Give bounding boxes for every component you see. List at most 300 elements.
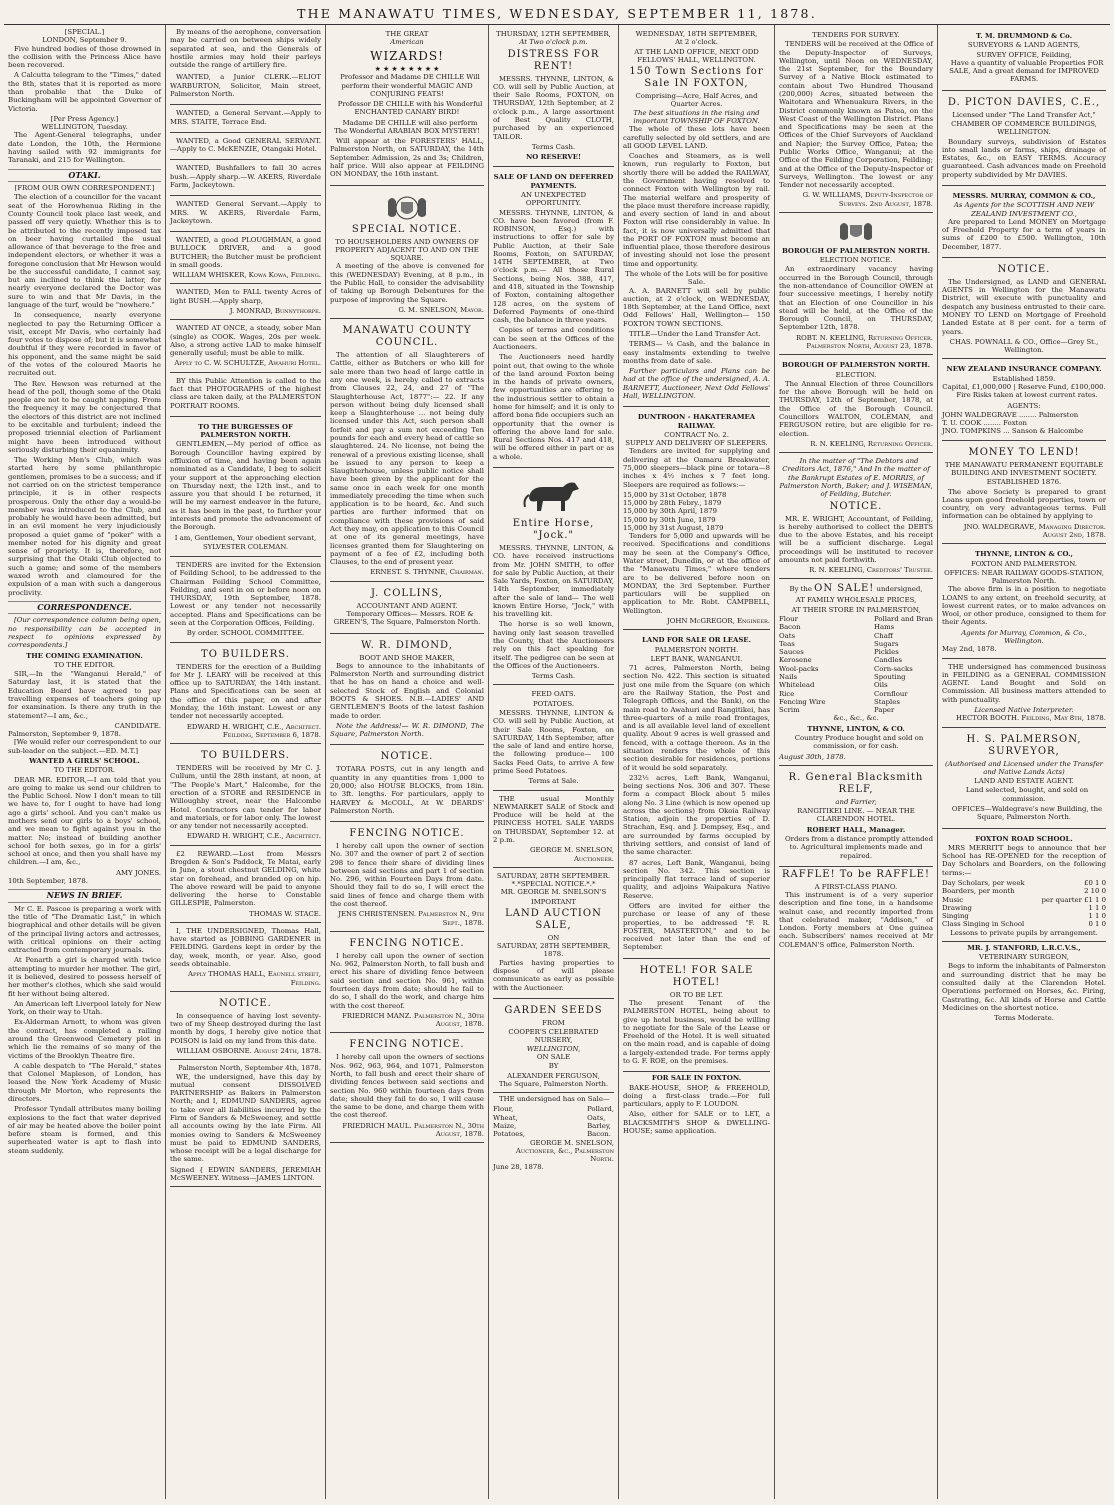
fee-row — [942, 912, 1106, 920]
ad-heading: *.*SPECIAL NOTICE.*.* — [511, 880, 596, 889]
picton-davies-ad — [942, 93, 1106, 186]
oats-ad — [493, 687, 614, 790]
ad-heading: ON SALE! — [814, 583, 875, 595]
ad-text: 87 acres, Left Bank, Wanganui, being section No. 342. This section is principally flat terrace land of superior quality, and adjoins Waipakura Native Reserve. — [623, 858, 770, 900]
classified-ad — [170, 1062, 321, 1187]
ad-text: TITLE—Under the Land Transfer Act. — [629, 330, 761, 338]
ad-subheading: VETERINARY SURGEON, — [979, 953, 1069, 962]
ad-text: GENTLEMEN,—My period of office as Borough Councillor having expired by effluxion of time, and having been again nominated as a Candidate, I beg to solicit your support at the approaching election on Thursday next, the 12th inst., and to assure you that should I be returned, it will be my earnest endeavor in the future, as it has been in the past, to further your interests and promote the advancement of the Borough. — [170, 440, 321, 532]
ad-heading: FOR SALE IN FOXTON. — [651, 1074, 742, 1083]
ad-text: WANTED, Men to FALL twenty Acres of light BUSH.—Apply sharp, — [170, 288, 321, 305]
totara-notice-ad — [330, 747, 484, 822]
ad-date: June 28, 1878. — [493, 1163, 544, 1172]
ad-signature: THOMAS W. STACE. — [249, 909, 321, 918]
ad-subheading: A FIRST-CLASS PIANO. — [814, 882, 898, 891]
thynne-linton-ad — [942, 546, 1106, 658]
ad-text: WANTED General Servant.—Apply to MRS. W. AKERS, Riverdale Farm, Jackeytown. — [170, 200, 321, 225]
news-paragraph: The Rev. Hewson was returned at the head of the poll, though some of the Otaki people are not to be caught napping. From the frequency it may be conjectured that the electors of this district are not inclined to be excitable and turbulent; indeed the proposed triennial election of Parliament might have been introduced without seriously disturbing their equanimity. — [8, 379, 161, 454]
ad-text: Temporary Offices— Messrs. ROE & GREEN'S, The Square, Palmerston North. — [333, 610, 481, 627]
ad-signature: R. N. KEELING, Creditors' Trustee. — [809, 566, 933, 575]
ad-text: WANTED, Bushfallers to fall 30 acres bush.—Apply sharp.—W. AKERS, Riverdale Farm, Jackeytown. — [170, 164, 321, 189]
ad-text: 232½ acres, Left Bank, Wanganui, being sections Nos. 306 and 307. These form a compact Block about 5 miles along No. 3 Line (which is now opened up across the sections) from Okoia Railway Station, adjoin the properties of D. Strachan, Esq. and J. Dempsey, Esq., and are surrounded by farms occupied by thriving settlers, and consist of land of the same character. — [623, 773, 770, 857]
news-paragraph: In consequence, nearly everyone neglected to pay the Returning Officer a visit, except Mr Davis, who certainly had four votes to dispose of; but it is somewhat doubtful if they were recorded in favor of his opponent, and the same might be said of the votes of the coloured Maoris he recruited out. — [8, 311, 161, 378]
ad-subheading: AT THEIR STORE IN PALMERSTON, — [791, 605, 921, 614]
letter-body: SIR,—In the "Wanganui Herald," of Saturday last, it is stated that the Education Board have agreed to pay travelling expenses of teachers going up for examination. Is there any truth in the statement?—I am, &c., — [8, 670, 161, 720]
news-paragraph: By means of the aerophone, conversation may be carried on between ships widely separated at sea, and the Generals of hostile armies may hold their parleys outside the range of artillery fire. — [170, 28, 321, 70]
ad-signature: R. N. KEELING, Returning Officer. — [810, 439, 933, 448]
agent-row: T. U. COOK ........ Foxton — [942, 419, 1027, 428]
ad-subheading: ELECTION NOTICE. — [819, 256, 893, 265]
ad-heading: NOTICE. — [380, 751, 434, 763]
ad-heading: DISTRESS FOR RENT! — [507, 48, 600, 72]
ad-heading: POTATOES. — [532, 699, 575, 708]
ad-text: I hereby call upon the owners of sections Nos. 962, 963, 964, and 1071, Palmerston North, to fall bush and erect their share of dividing fences between said sections and section No. 960 within fourteen days from date; should they fail to do so, I will cause the same to be done, and charge them with the cost thereof. — [330, 1053, 484, 1120]
newmarket-sale-ad — [493, 793, 614, 868]
goods-item: Bacon — [779, 623, 801, 632]
ad-subheading: RANGITIKEI LINE. — NEAR THE CLARENDON HOTEL. — [797, 807, 915, 824]
ad-time: At 2 o'clock. — [675, 38, 718, 47]
sleeper-schedule-row: 15,000 by 31st August, 1879 — [623, 523, 724, 532]
ad-heading: D. PICTON DAVIES, C.E., — [947, 96, 1101, 108]
ad-text: Boundary surveys, subdivision of Estates into small lands or farms, ships, drainage of Estates, &c., on EASY TERMS. Accuracy guaranteed. Cash advances made on Freehold property subdivided by Mr DAVIES. — [942, 137, 1106, 179]
fee-cell: Class Singing in School — [942, 920, 1025, 929]
ad-heading: DUNTROON - HAKATERAMEA RAILWAY. — [637, 413, 756, 430]
ad-text: TENDERS are invited for the Extension of Feilding School, to be addressed to the Chairman Feilding School Committee, Feilding, and sent in on or before noon on THURSDAY, 19th September, 1878. Lowest or any tender not necessarily accepted. Plans and Specifications can be seen at the Corporation Offices, Feilding. — [170, 561, 321, 628]
fee-cell: 2 10 0 — [1084, 887, 1106, 896]
ad-text: Country Produce bought and sold on commission, or for cash. — [794, 733, 924, 751]
blacksmith-ad — [779, 768, 933, 867]
ad-text: Coaches and Steamers, as is well known, run regularly to Foxton, but shortly there will be added the RAILWAY, the Government having resolved to connect Foxton with Wellington by rail. The material welfare and prosperity of the place must therefore increase rapidly, and every section of land in and about Foxton will rise considerably in value. In fact, it is now universally admitted that the PORT OF FOXTON must become an influential place, those therefore desirous of investing should not lose the present time and opportunity. — [623, 152, 770, 268]
coat-of-arms-icon — [382, 193, 432, 221]
ad-heading: BOROUGH OF PALMERSTON NORTH. — [781, 361, 930, 370]
ad-heading: SPECIAL NOTICE. — [351, 223, 463, 235]
column-3 — [326, 25, 489, 1499]
ad-heading: NOTICE. — [997, 263, 1051, 275]
ad-text: A. A. BARNETT will sell by public auction, at 2 o'clock, on WEDNESDAY, 18th September, at the Land Office, next Odd Fellows' Hall, Wellington— 150 FOXTON TOWN SECTIONS. — [623, 286, 770, 328]
fee-row — [942, 896, 1106, 904]
section-heading: NEWS IN BRIEF. — [8, 889, 161, 903]
star-row-icon: ★ ★ ★ ★ ★ ★ ★ ★ — [374, 64, 440, 73]
ad-text: By the — [789, 585, 812, 594]
ad-subheading: ELECTION. — [835, 370, 877, 379]
fee-cell: per quarter £1 1 0 — [1041, 895, 1106, 904]
ad-subheading: BOOT AND SHOE MAKER, — [359, 653, 455, 662]
ad-text: Have a quantity of valuable Properties FOR SALE, And a great demand for IMPROVED FARMS. — [949, 58, 1104, 84]
ad-text: Land selected, bought, and sold on commission. — [965, 786, 1089, 803]
classified-ad — [170, 322, 321, 372]
ad-text: MESSRS. THYNNE, LINTON, & CO. have received instructions from Mr. JOHN SMITH, to offer for sale by Public Auction, at their Sale Yards, Foxton, on SATURDAY, 14th September, immediately after the sale of land— The well known Entire Horse, "Jock," with his travelling kit. — [493, 543, 614, 619]
sleeper-schedule — [623, 491, 770, 532]
ad-text: Begs to announce to the inhabitants of Palmerston North and surrounding district that he has on hand a choice and well-selected Stock of English and Colonial BOOTS & SHOES. N.B.—LADIES' AND GENTLEMEN'S Boots of the latest fashion made to order. — [330, 661, 484, 720]
agents-list — [942, 411, 1106, 436]
ad-text: Offers are invited for either the purchase or lease of any of these properties, to be addressed "F. R. FOSTER, MASTERTON," and to be received not later than the end of September. — [623, 902, 770, 952]
editor-note: [Our correspondence column being open, no responsibility can be accepted in respect to opinions expressed by correspondents.] — [8, 616, 161, 650]
ad-text: ON — [547, 933, 560, 942]
hotel-sale-ad — [623, 961, 770, 1073]
news-paragraph: A cable despatch to "The Herald," states that Colonel Mapleson, of London, has leased the New York Academy of Music through Mr Morton, who represents the directors. — [8, 1061, 161, 1103]
ad-text: Tenders are invited for supplying and delivering at the Oamaru Breakwater, 75,000 sleepers—black pine or totara—8 inches x 4½ inches x 7 feet long. Sleepers are required as follows:— — [623, 447, 770, 489]
ad-subheading: TO HOUSEHOLDERS AND OWNERS OF PROPERTY ADJACENT TO AND ON THE SQUARE. — [335, 237, 479, 263]
fencing-notice-ad — [330, 824, 484, 932]
ad-signature: CHAS. POWNALL & CO., Office—Grey St., Wellington. — [949, 337, 1099, 355]
sleeper-schedule-row: 15,000 by 30th June, 1879 — [623, 515, 716, 524]
produce-item: Flour, — [493, 1105, 514, 1114]
ad-text: Licensed Native Interpreter. — [974, 706, 1074, 714]
ad-text: Agents for Murray, Common, & Co., Wellington. — [961, 628, 1087, 646]
foxton-sale-ad — [623, 1074, 770, 1135]
ad-heading: FENCING NOTICE. — [349, 1039, 465, 1051]
news-paragraph: Professor Tyndall attributes many boiling explosions to the fact that water deprived of air may be heated above the boiler point before steam is formed, and this superheated water is apt to flash into steam suddenly. — [8, 1105, 161, 1155]
fee-row — [942, 887, 1106, 895]
news-paragraph: The election of a councillor for the vacant seat of the Horowhenua Riding in the County Council took place last week, and passed off very quietly. Whether this is to be attributed to the recently imposed tax on beer having curtailed the usual allowance of that beverage to the free and independent electors, or whether it was a foregone conclusion that Mr Hewson would be the successful candidate, I cannot say, but am inclined to think the latter, for nearly everyone declared the Doctor was sure to win and that Mr Davis, in the language of the turf, would be "nowhere." — [8, 193, 162, 310]
ad-subheading: American — [390, 38, 424, 47]
ad-text: WE, the undersigned, have this day by mutual consent DISSOLVED PARTNERSHIP as Bakers in Palmerston North; and I, EDMUND SANDERS, agree to take over all liabilities incurred by the Firm of Sanders & McSweeney, and settle all accounts owing by the late Firm. All monies owing to Sanders & McSweeney must be paid to EDMUND SANDERS, whose receipt will be a legal discharge for the same. — [170, 1072, 321, 1164]
ad-heading: R. General Blacksmith RELF, — [788, 771, 924, 795]
annual-election-ad — [779, 357, 933, 453]
fees-table — [942, 879, 1106, 929]
goods-item: Scrim — [779, 706, 800, 715]
goods-item: Pollard and Bran — [874, 615, 933, 624]
ad-subheading: OR TO BE LET. — [669, 990, 724, 999]
ad-signature: THYNNE, LINTON, & CO. — [807, 724, 905, 733]
county-council-ad — [330, 321, 484, 582]
goods-list-right — [874, 615, 933, 714]
ad-heading: MESSRS. MURRAY, COMMON & CO., — [952, 191, 1096, 200]
ad-date: THURSDAY, 12TH SEPTEMBER, — [496, 30, 611, 38]
ad-heading: W. R. DIMOND, — [361, 639, 453, 651]
ad-text: The Undersigned, as LAND and GENERAL AGENTS in Wellington for the Manawatu District, will execute with punctuality and despatch any business entrusted to their care. MONEY TO LEND on Mortgage of Freehold Landed Estate at 8 per cent. for a term of years. — [942, 277, 1106, 336]
letter-signature: CANDIDATE. — [114, 721, 161, 730]
goods-item: Kerosene — [779, 656, 812, 665]
debtors-notice-ad — [779, 455, 933, 579]
news-paragraph: At Penarth a girl is charged with twice attempting to murder her mother. The girl, it is believed, desired to possess herself of her mother's clothes, which she said would fit her without being altered. — [8, 956, 161, 998]
ad-subheading: SURVEY OFFICE, Feilding, — [976, 50, 1072, 59]
ad-text: THE usual Monthly NEWMARKET SALE of Stock and Produce will be held at the PRINCESS HOTEL SALE YARDS on THURSDAY, September 12. at 2 p.m. — [493, 794, 614, 844]
ad-heading: T. M. DRUMMOND & Co. — [975, 32, 1073, 40]
ad-signature: GEORGE M. SNELSON, Auctioneer, &c., Palmerston North. — [515, 1138, 614, 1164]
produce-item: Potatoes, — [493, 1130, 526, 1139]
ad-terms: Terms at Sale. — [528, 777, 579, 786]
ad-date: May 2nd, 1878. — [942, 645, 997, 654]
ad-subheading: THE MANAWATU PERMANENT EQUITABLE BUILDING AND INVESTMENT SOCIETY. — [944, 460, 1104, 477]
section-heading: CORRESPONDENCE. — [8, 601, 161, 615]
produce-item: Pollard, — [587, 1105, 614, 1114]
on-sale-ad — [779, 581, 933, 765]
classified-ad — [170, 925, 321, 992]
ad-heading: SALE OF LAND ON DEFERRED PAYMENTS. — [493, 173, 614, 190]
ad-address: The Square, Palmerston North. — [498, 1079, 609, 1088]
ad-signature: ROBERT HALL, Manager. — [806, 825, 906, 834]
ad-heading: FEED OATS. — [531, 690, 576, 699]
ad-text: A meeting of the above is convened for this (WEDNESDAY) Evening, at 8 p.m., in the Public Hall, to consider the advisability of taking up Borough Debentures for the purpose of improving the Square. — [330, 262, 484, 304]
produce-item: Maize, — [493, 1121, 517, 1130]
ad-subheading: and Farrier, — [835, 797, 877, 806]
goods-item: Corn-sacks — [874, 664, 913, 673]
news-paragraph: Five hundred bodies of those drowned in the collision with the Princess Alice have been recovered. — [8, 44, 161, 70]
fee-cell: Drawing — [942, 903, 972, 912]
booth-ad — [942, 661, 1106, 728]
horse-ad — [493, 470, 614, 686]
ad-text: MR. E. WRIGHT, Accountant, of Feilding, is hereby authorised to collect the DEBTS due to the above Estates, and his receipt will be a sufficient discharge. Legal proceedings will be instituted to recover amounts not paid forthwith. — [779, 514, 933, 564]
ad-text: The above Society is prepared to grant Loans upon good freehold properties, town or country, on very advantageous terms. Full information can be obtained by applying to — [942, 487, 1106, 521]
auction-ad — [493, 28, 614, 167]
ad-signature: ROBT. N. KEELING, Returning Officer. Palmerston North, August 23, 1878. — [795, 333, 933, 350]
goods-item: Flour — [779, 615, 798, 624]
ad-subheading: PALMERSTON NORTH. — [654, 645, 739, 654]
classified-ad — [170, 645, 321, 745]
sleeper-schedule-row: 15,000 by 28th Febry., 1879 — [623, 499, 722, 508]
columns — [4, 25, 1110, 1499]
ad-subheading: As Agents for the SCOTTISH AND NEW ZEALAND INVESTMENT CO., — [953, 201, 1095, 218]
ad-text: TENDERS will be received at the Office of the Deputy-Inspector of Surveys, Wellington, until Noon on WEDNESDAY, the 21st September, for the Boundary Survey of a Native Block estimated to contain about Two Hundred Thousand (200,000) Acres, situated between the Waitotara and Whenuakura Rivers, in the District commonly known as Patea, on the West Coast of the Wellington District. Plans and Specifications may be seen at the Offices of the Chief Surveyors of Auckland and Napier; the Survey Office, Patea; the Public Works Office, Wanganui; at the Office of the Feilding Corporation, Feilding; and at the Office of the Deputy-Inspector of Surveys, Wellington. The lowest or any Tender not necessarily accepted. — [779, 40, 933, 190]
ad-heading: NOTICE. — [829, 500, 883, 512]
fee-cell: £0 1 0 — [1084, 878, 1106, 887]
ad-text: 71 acres, Palmerston North, being section No. 422. This section is situated just one mile from the Square (on which are the Railway Station, the Post and Telegraph Offices, and the Bank), on the main road to Awahuri and Rangitikei, has three-quarters of a mile road frontages, and is all available level land of excellent quality. About 9 acres is well grassed and fenced, with a cottage thereon. As in the situation renders the whole of this section desirable for residences, portions of it would be sold separately. — [623, 664, 770, 772]
ad-heading: THYNNE, LINTON & CO., — [975, 550, 1073, 559]
ad-signature: WILLIAM OSBORNE. August 24th, 1878. — [176, 1047, 321, 1055]
ad-date: Palmerston North, September 4th, 1878. — [178, 1064, 321, 1073]
ad-subheading: OFFICES: NEAR RAILWAY GOODS-STATION, Palmerston North. — [944, 568, 1104, 586]
ad-heading: J. COLLINS, — [370, 587, 444, 599]
foxton-sections-ad — [623, 28, 770, 407]
wizards-ad — [330, 28, 484, 186]
goods-item: Candles — [874, 656, 903, 665]
news-paragraph: An American left Liverpool lately for New York, on their way to Utah. — [8, 999, 161, 1017]
press-label: [Per Press Agency.] — [50, 114, 119, 123]
section-heading: OTAKI. — [8, 169, 161, 183]
special-notice-ad — [330, 188, 484, 320]
fencing-notice-ad — [330, 1035, 484, 1143]
fee-cell: Singing — [942, 912, 969, 921]
ad-heading: BOROUGH OF PALMERSTON NORTH. — [781, 246, 930, 255]
ad-signature: Apply THOMAS HALL, Eaunell street, Feilding. — [188, 970, 321, 987]
ad-text: The above firm is in a position to negotiate LOANS to any extent, on freehold security, at lowest current rates, or to make advances on Wool, or other produce, consigned to them for their Agents. — [942, 585, 1106, 627]
column-5 — [619, 25, 775, 1499]
ad-heading: HOTEL! FOR SALE HOTEL! — [639, 964, 754, 988]
ad-text: Note the Address!— W. R. DIMOND, The Square, Palmerston North. — [330, 721, 484, 739]
ad-text: I hereby call upon the owner of section No. 307 and the owner of part 2 of section 298 to fence their share of dividing lines between said sections and part 1 of section No. 296, within Fourteen Days from date. Should they fail to do so, I will erect the said lines of fence and charge them with the cost thereof. — [330, 842, 484, 909]
ad-signature: ALEXANDER FERGUSON, — [507, 1071, 600, 1080]
ad-subheading: The best situations in the rising and important TOWNSHIP OF FOXTON. — [633, 108, 760, 125]
ad-signature: G. M. SNELSON, Mayor. — [398, 305, 484, 314]
ad-text: &c., &c., &c. — [833, 714, 879, 723]
news-paragraph: Ex-Alderman Arnott, to whom was given the contract, has completed a railing around the Greenwood Cemetery plot in which lie the remains of so many of the victims of the Brooklyn Theatre fire. — [8, 1018, 161, 1060]
insurance-ad — [942, 361, 1106, 440]
ad-text: Are prepared to Lend MONEY on Mortgage of Freehold Property for a term of years in sums of £200 to £500. Wellington, 10th December, 1877. — [942, 217, 1106, 251]
news-paragraph: The Working Men's Club, which was started here by some philanthropic gentlemen, promises to be a success; and if not carried on on the strictest temperance principle, it is in other respects prosperous. Only the other day a would-be member was introduced to the Club, and probably he would have been admitted, but in an evil moment he very injudiciously proposed a quiet game of "poker" with a member noted for his dignity and great sense of propriety. It is, therefore, not surprising that the Otaki Club objected to such a game; and some of the members waxed wroth and clamoured for the expulsion of a man with such a dangerous proclivity. — [8, 456, 161, 597]
ad-heading: MR. J. STANFORD, L.R.C.V.S., — [967, 943, 1081, 952]
ad-heading: TENDERS FOR SURVEY. — [812, 31, 900, 39]
classified-ad — [170, 162, 321, 196]
agent-row: JOHN WALDEGRAVE ........ Palmerston — [942, 410, 1079, 419]
ad-heading: THE GREAT — [385, 30, 429, 38]
masthead — [4, 2, 1110, 25]
column-2 — [166, 25, 326, 1499]
raffle-ad — [779, 869, 933, 949]
ad-subheading: CONTRACT No. 2. — [664, 430, 729, 439]
goods-item: Chaff — [874, 631, 893, 640]
ad-signature: HECTOR BOOTH. Feilding, May 8th, 1878. — [955, 714, 1106, 723]
ad-signature: FRIEDRICH MAUL. Palmerston N., 30th August, 1878. — [342, 1121, 484, 1138]
ad-text: MESSRS. THYNNE, LINTON & CO. will sell by Public Auction, at their Sale Rooms, Foxton, on SATURDAY, 14th September, after the sale of land and entire horse, the following produce— 100 Sacks Feed Oats, to arrive A few prime Seed Potatoes. — [493, 709, 614, 775]
ad-signature: By order. SCHOOL COMMITTEE. — [186, 629, 305, 638]
ad-text: Orders from a distance promptly attended to. Agricultural implements made and repaired. — [785, 834, 933, 860]
goods-item: Pickles — [874, 648, 899, 657]
classified-ad — [170, 559, 321, 643]
ad-date: SATURDAY, 28TH SEPTEMBER. — [496, 871, 611, 880]
ad-text: TENDERS for the erection of a Building for Mr J. LEARY will be received at this office up to SATURDAY, the 14th instant. Plans and Specifications can be seen at the office of this paper, on and after Monday, the 16th instant. Lowest or any tender not necessarily accepted. — [170, 662, 321, 721]
ad-signature: SYLVESTER COLEMAN. — [202, 542, 289, 551]
goods-item: Whitelead — [779, 681, 815, 690]
ad-text: THE undersigned has on Sale— — [499, 1095, 610, 1104]
coat-of-arms-icon — [836, 220, 876, 244]
ad-time: At Two o'clock p.m. — [519, 38, 588, 47]
ad-text: MRS MERRITT begs to announce that her School has RE-OPENED for the reception of Day Scholars and Boarders, on the following terms:— — [942, 843, 1106, 877]
ad-text: £2 REWARD.—Lost from Messrs Brogden & Son's Paddock, Te Matai, early in June, a stout chestnut GELDING, white star on forehead, and branded op on hip. The above reward will be paid to anyone delivering the horse to Constable GILLESPIE, Palmerston. — [170, 849, 321, 908]
ad-date: SATURDAY, 28TH SEPTEMBER, 1878. — [496, 942, 611, 959]
classified-ad — [170, 848, 321, 923]
byline: [FROM OUR OWN CORRESPONDENT.] — [14, 184, 155, 193]
fee-cell: Boarders, per month — [942, 887, 1015, 896]
fee-cell: 1 1 0 — [1088, 912, 1106, 921]
ad-text: WANTED, a Junior CLERK.—ELIOT WARBURTON, Solicitor, Main street, Palmerston North. — [170, 73, 321, 98]
ad-text: Further particulars and Plans can be had at the office of the undersigned, A. A. BARNETT, Auctioneer, Next Odd Fellows' Hall, WELLINGTON. — [623, 367, 770, 400]
ad-text: Will appear at the FORESTERS' HALL, Palmerston North, on SATURDAY, the 14th September. Admission, 2s and 3s; Children, half price. Will also appear at FEILDING ON MONDAY, the 16th instant. — [330, 137, 484, 179]
goods-item: Staples — [874, 697, 900, 706]
ad-subheading: SURVEYORS & LAND AGENTS, — [967, 41, 1081, 50]
ad-closing: I am, Gentlemen, Your obedient servant, — [174, 533, 317, 542]
ad-heading: H. S. PALMERSON, SURVEYOR, — [966, 733, 1082, 757]
ad-location: AT THE LAND OFFICE, NEXT ODD FELLOWS' HALL, WELLINGTON. — [634, 47, 759, 64]
ad-text: Copies of terms and conditions can be seen at the Offices of the Auctioneers. — [493, 326, 614, 351]
ad-signature: GEORGE M. SNELSON, Auctioneer. — [529, 846, 614, 863]
ad-text: The attention of all Slaughterers of Cattle, either as Butchers or who kill for sale more than two head of large cattle in any one week, is hereby called to extracts from Clauses 22, 24, and 27 of "The Slaughterhouse Act, 1877":— 22. If any person without being duly licensed shall keep a Slaughterhouse ... not being duly licensed under this Act, such person shall forfeit and pay a sum not exceeding Ten pounds for each and every head of cattle so slaughtered. 24. No license, not being the renewal of a previous existing license, shall be issued to any person to keep a Slaughterhouse, unless public notice shall have been given by the applicant for the same once in each week for one month immediately preceding the time when such application is to be heard, &c. And such parties are further informed that on compliance with these provisions of said Act they may, on application to this Council at one of its general meetings, have licenses granted them for Slaughtering on payment of a fee of £2, including both Clauses, to the end of present year. — [330, 351, 484, 567]
editor-note: [We would refer our correspondent to our sub-leader on the subject.—ED. M.T.] — [8, 738, 161, 755]
news-paragraph: The Agent-General telegraphs, under date London, the 10th, the Hermione having sailed with 92 immigrants for Taranaki, and 215 for Wellington. — [8, 131, 161, 165]
ad-signature: ERNEST. S. THYNNE, Chairman. — [370, 568, 484, 577]
ad-signature: J. MONRAD, Bunnythorpe. — [229, 307, 321, 316]
produce-item: Bacon. — [587, 1130, 611, 1139]
classified-ad — [170, 135, 321, 161]
ad-heading: RAFFLE! To be RAFFLE! — [782, 868, 930, 880]
ad-heading: TO BUILDERS. — [201, 648, 290, 660]
ad-subheading: Licensed under "The Land Transfer Act," — [952, 110, 1096, 119]
land-lease-ad — [623, 632, 770, 958]
snelson-auction-ad — [493, 870, 614, 999]
goods-list — [779, 615, 933, 714]
ad-signature: JENS CHRISTENSEN. Palmerston N., 9th Sept., 1878. — [338, 910, 484, 927]
ad-date: WEDNESDAY, 18TH SEPTEMBER, — [635, 30, 758, 38]
produce-item: Barley, — [587, 1121, 611, 1130]
special-label: [SPECIAL.] — [64, 28, 105, 36]
ad-text: Parties having properties to dispose of will please communicate as early as possible with the Auctioneer. — [493, 958, 614, 992]
ad-text: TENDERS will be received by Mr C. J. Cullum, until the 28th instant, at noon, at "The People's Mart," Halcombe, for the erection of a STORE and RESIDENCE in Willoughby street, near the Halcombe Hotel. Contractors can tender for labor and materials, or for labor only. The lowest or any tender not necessarily accepted. — [170, 764, 321, 831]
letter-title: THE COMING EXAMINATION. — [26, 651, 143, 660]
ad-text: The whole of these lots have been carefully selected by old settlers, and are all GOOD LEVEL LAND. — [623, 125, 770, 150]
ad-subheading: Comprising—Acre, Half Acres, and Quarter Acres. — [635, 92, 758, 109]
ad-signature: WILLIAM WHISKER, Kowa Kowa, Feilding. — [172, 271, 321, 280]
classified-ad — [170, 419, 321, 557]
classified-ad — [170, 198, 321, 232]
classified-ad — [170, 286, 321, 320]
ad-heading: FENCING NOTICE. — [349, 828, 465, 840]
fee-cell: Music — [942, 895, 964, 904]
ad-subheading: AGENTS: — [1007, 401, 1041, 410]
garden-seeds-ad — [493, 1001, 614, 1093]
goods-list-left — [779, 615, 826, 714]
goods-item: Paper — [874, 706, 895, 715]
ad-text: WANTED AT ONCE, a steady, sober Man (single) as COOK. Wages, 20s per week. Also, a strong active LAD to make himself generally useful; must be able to milk. — [170, 324, 321, 358]
classified-ad — [170, 994, 321, 1060]
goods-item: Sauces — [779, 648, 804, 657]
ad-subheading: LAND AND ESTATE AGENT. — [974, 777, 1074, 786]
produce-list-right — [587, 1105, 614, 1138]
ad-text: An extraordinary vacancy having occurred in the Borough Council, through the non-attendance of Councillor OWEN at four successive meetings, I hereby notify that an Election of one Councillor in his stead will be held, at the Office of the Borough Council, on THURSDAY, September 12th, 1878. — [779, 265, 933, 332]
ad-signature: Signed { EDWIN SANDERS, JEREMIAH McSWEENEY. Witness—JAMES LINTON. — [170, 1165, 321, 1182]
collins-ad — [330, 584, 484, 634]
goods-item: Cornflour — [874, 689, 908, 698]
classified-ad — [170, 375, 321, 417]
goods-item: Rice — [779, 689, 795, 698]
ad-text: The horse is so well known, having only last season travelled the County, that the Auctioneers rely on this fact speaking for itself. The pedigree can be seen at the Offices of the Auctioneers. — [493, 620, 614, 670]
ad-title: WIZARDS! — [370, 48, 444, 63]
ad-subheading: Established 1859. — [992, 374, 1056, 383]
ad-heading: LAND FOR SALE OR LEASE. — [642, 636, 751, 645]
ad-heading: 150 Town Sections for Sale IN FOXTON, — [629, 66, 764, 90]
goods-item: Oats — [779, 631, 796, 640]
ad-text: Professor DE CHILLE with his Wonderful ENCHANTED CANARY BIRD! — [337, 100, 483, 117]
fee-cell: 0 1 0 — [1088, 920, 1106, 929]
produce-ad — [493, 1095, 614, 1172]
veterinary-ad — [942, 944, 1106, 1023]
ad-text: The Annual Election of three Councillors for the above Borough will be held on THURSDAY, 12th of September, 1878, at the Office of the Borough Council. Councillors WALTON, COLEMAN, and FERGUSON retire, but are eligible for re-election. — [779, 379, 933, 438]
classified-ad — [170, 746, 321, 846]
ad-text: COOPER'S CELEBRATED NURSERY, — [508, 1028, 599, 1045]
sleeper-schedule-row: 15,000 by 31st October, 1878 — [623, 490, 727, 499]
letter-salutation: TO THE EDITOR. — [53, 766, 116, 775]
ad-text: The present Tenant of the PALMERSTON HOTEL, being about to give up hotel business, would be willing to negotiate for the Sale of the Lease or Freehold of the Hotel. It is well situated on the main road, and is capable of doing a largely-extended trade. For terms apply to G. F. ROE, on the premises. — [623, 998, 770, 1065]
ad-text: This instrument is of a very superior description and fine tone, in a handsome walnut case, and recently imported from that celebrated maker, "Addison," of London. Forty members at One guinea each. Subscribers' names received at Mr COLEMAN'S office, Palmerston North. — [779, 891, 933, 949]
ad-text: TOTARA POSTS, cut in any length and quantity in any quantities from 1,000 to 20,000; also HOUSE BLOCKS, from 18in. to 3ft. lengths. For particulars, apply to HARVEY & McCOLL, At W. DEARDS' Palmerston North. — [330, 765, 484, 815]
ad-text: MESSRS. THYNNE, LINTON, & CO. will sell by Public Auction, at their Sale Rooms, FOXTON, on THURSDAY, 12th September, at 2 o'clock p.m., A large assortment of Best Quality CLOTH, purchased by an experienced TAILOR. — [493, 74, 614, 141]
column-4 — [489, 25, 619, 1499]
ad-text: I, THE UNDERSIGNED, Thomas Hall, have started as JOBBING GARDENER in FEILDING. Gardens kept in order by the day, week, month, or year. Also, good seeds obtainable. — [170, 926, 321, 969]
ad-heading: GARDEN SEEDS — [504, 1004, 603, 1016]
ad-subheading: CHAMBER OF COMMERCE BUILDINGS, WELLINGTON. — [951, 119, 1097, 137]
horse-icon — [519, 475, 589, 515]
news-paragraph: A Calcutta telegram to the "Times," dated the 8th, states that it is reported as more than probable that the Duke of Buckingham will be appointed Governor of Victoria. — [8, 71, 161, 113]
ad-subheading: SUPPLY AND DELIVERY OF SLEEPERS. — [625, 439, 768, 448]
ad-signature: FRIEDRICH MANZ. Palmerston N., 30th August, 1878. — [342, 1011, 484, 1029]
classified-ad — [170, 71, 321, 105]
fee-row — [942, 879, 1106, 887]
ad-text: BY — [548, 1062, 559, 1071]
ad-text: WANTED, a good PLOUGHMAN, a good BULLOCK DRIVER, and a good BUTCHER; the Butcher must be proficient in small goods. — [170, 236, 321, 269]
ad-text: In consequence of having lost seventy-two of my Sheep destroyed during the last month by dogs, I hereby give notice that POISON is laid on my land from this date. — [170, 1011, 321, 1045]
ad-title: LAND AUCTION SALE, — [505, 907, 602, 931]
ad-text: Tenders for 5,000 and upwards will be received. Specifications and conditions may be seen at the Company's Office, Water street, Dunedin, or at the office of the "Manawatu Times," where tenders are to be delivered before noon on MONDAY, the 3rd September. Further particulars will be supplied on application to Mr. Robt. CAMPBELL, Wellington. — [623, 532, 770, 615]
ad-subheading: Capital, £1,000,000 | Reserve Fund, £100,000. — [942, 383, 1106, 391]
column-1 — [4, 25, 166, 1499]
ad-text: Madame DE CHILLE will also perform The Wonderful ARABIAN BOX MYSTERY! — [334, 118, 480, 135]
news-paragraph: Mr C. E. Pascoe is preparing a work with the title of "The Dramatic List," in which biographical and other details will be given of the principal living actors and actresses, with critical opinions on their acting extracted from contemporary journals. — [8, 904, 161, 955]
ad-text: BAKE-HOUSE, SHOP, & FREEHOLD, doing a first-class trade.—For full particulars, apply to F. LOUDON. — [623, 1083, 770, 1109]
column-7 — [938, 25, 1110, 1499]
ad-subheading: AN UNEXPECTED OPPORTUNITY. — [520, 190, 587, 208]
ad-heading: NEW ZEALAND INSURANCE COMPANY. — [946, 365, 1102, 374]
ad-text: WANTED, a Good GENERAL SERVANT.—Apply to C. McKENZIE, Otangaki Hotel. — [170, 136, 321, 154]
ad-text: TERMS— ¼ Cash, and the balance in easy instalments extending to twelve months from date of sale. — [623, 340, 770, 365]
